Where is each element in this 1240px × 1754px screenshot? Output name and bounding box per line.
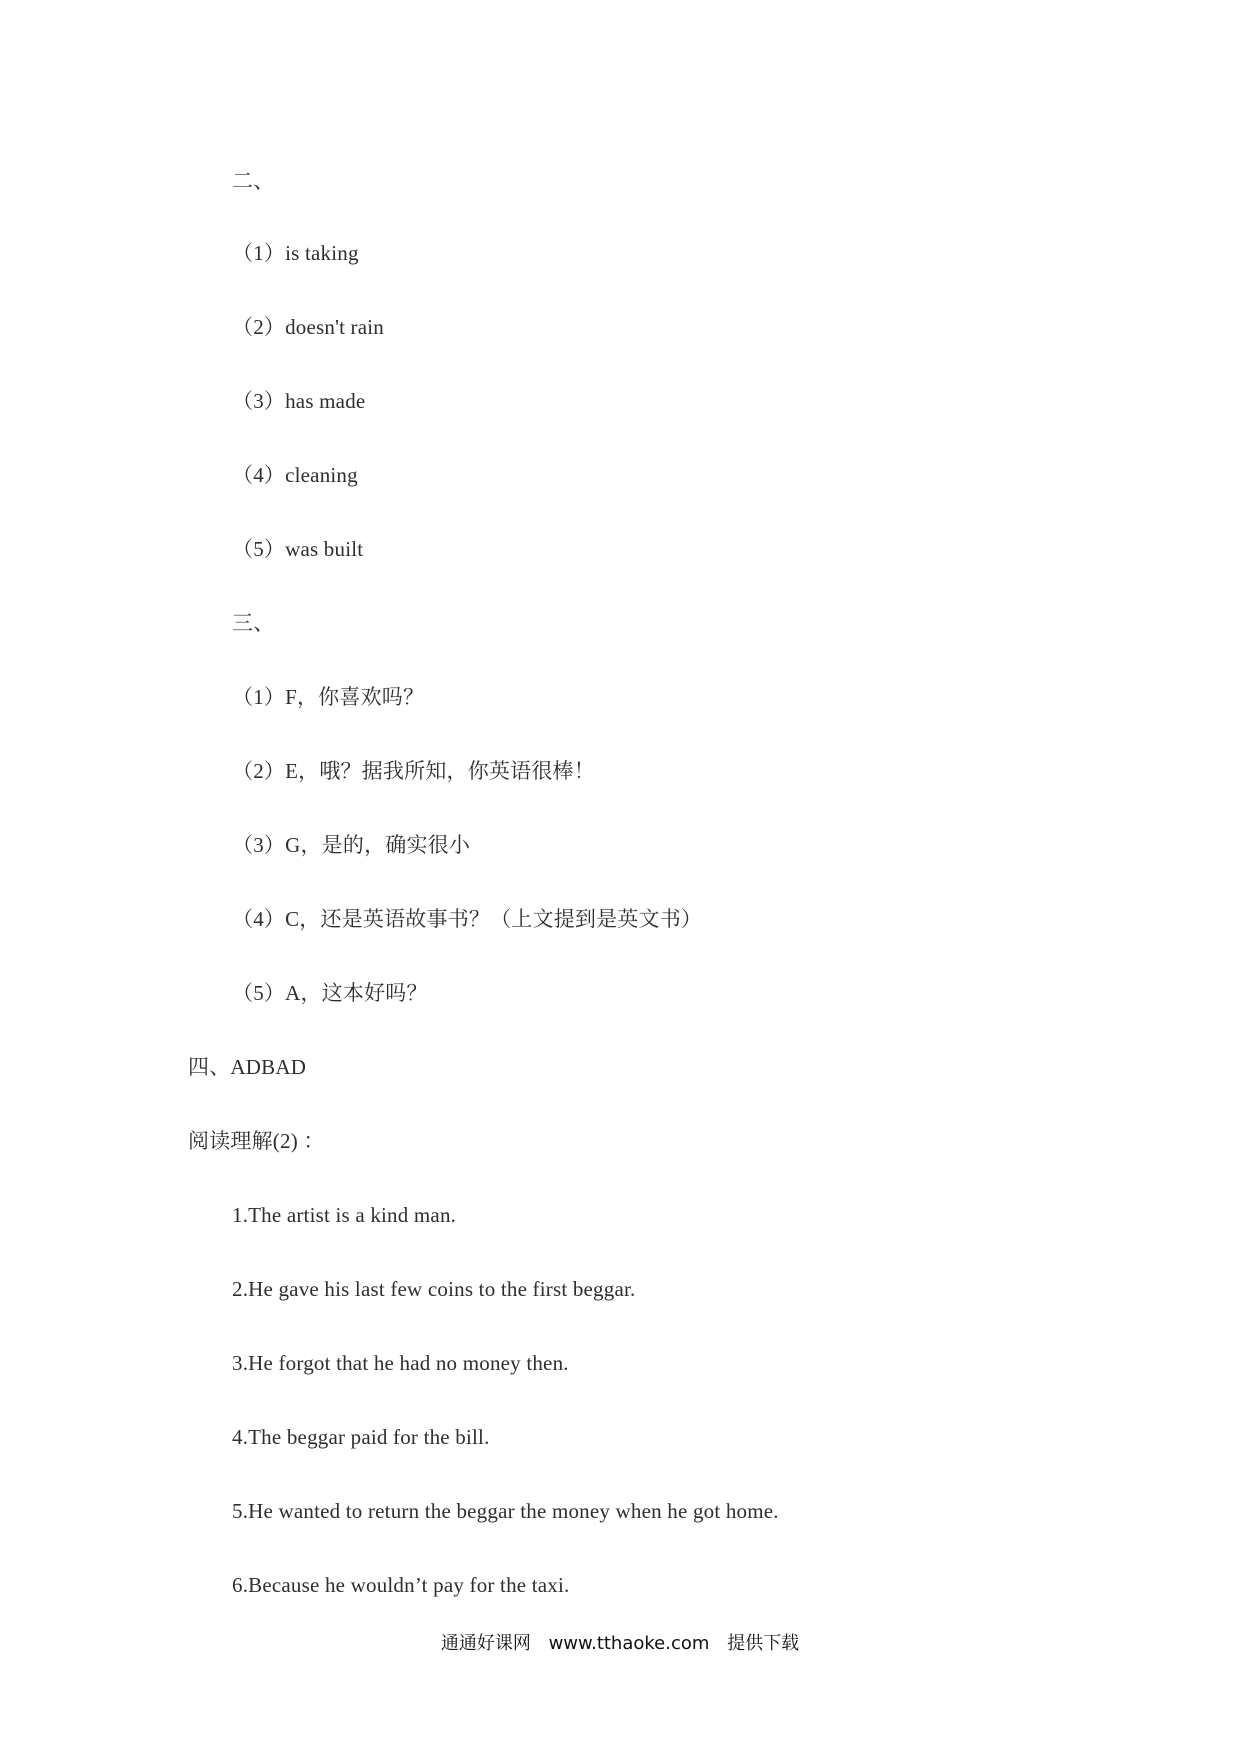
list-item: （5）was built [232,537,364,561]
reading-2-heading: 阅读理解(2) ： [188,1129,325,1153]
section-4-heading: 四、ADBAD [188,1055,307,1079]
list-item: （3）G，是的，确实很小 [232,833,471,857]
footer-suffix: 提供下载 [727,1633,800,1654]
answer-line: 6.Because he wouldn’t pay for the taxi. [232,1573,570,1597]
footer-url-link[interactable]: www.tthaoke.com [548,1633,710,1654]
list-item: （1）F，你喜欢吗？ [232,685,425,709]
footer-site-name: 通通好课网 [440,1633,531,1654]
list-item: （4）C，还是英语故事书？（上文提到是英文书） [232,907,703,931]
answer-line: 4.The beggar paid for the bill. [232,1425,490,1449]
list-item: （3）has made [232,389,366,413]
section-2-heading: 二、 [232,169,275,193]
list-item: （1）is taking [232,241,359,265]
list-item: （2）doesn't rain [232,315,385,339]
list-item: （4）cleaning [232,463,358,487]
page-footer [0,1632,1240,1656]
answer-line: 1.The artist is a kind man. [232,1203,457,1227]
list-item: （2）E，哦？据我所知，你英语很棒！ [232,759,595,783]
answer-line: 5.He wanted to return the beggar the money when he got home. [232,1499,779,1523]
answer-line: 3.He forgot that he had no money then. [232,1351,569,1375]
list-item: （5）A，这本好吗？ [232,981,428,1005]
section-3-heading: 三、 [232,611,275,635]
answer-line: 2.He gave his last few coins to the first beggar. [232,1277,636,1301]
